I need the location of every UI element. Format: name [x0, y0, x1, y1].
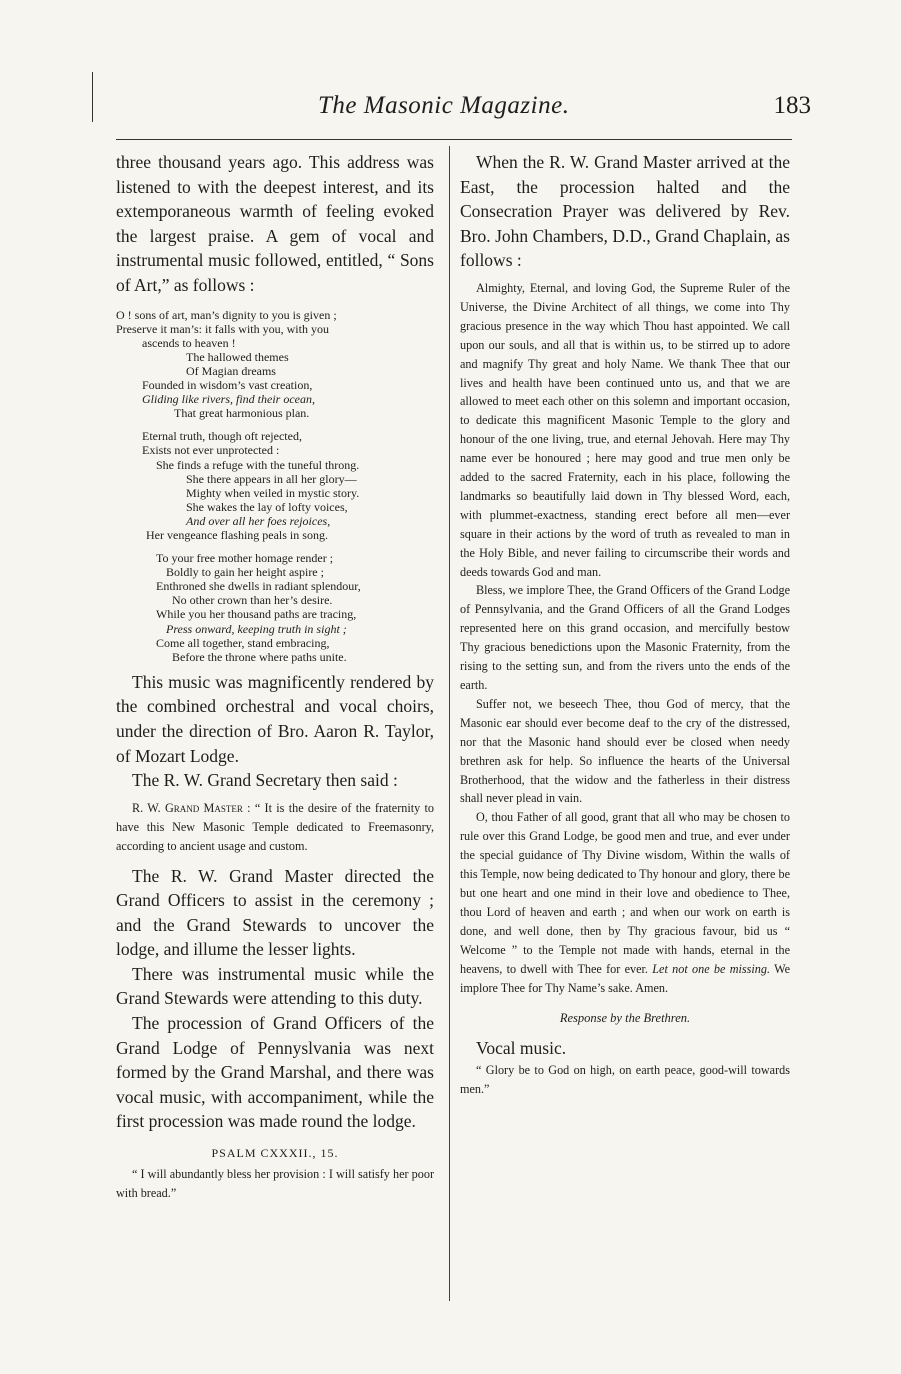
paragraph: Vocal music.	[476, 1038, 567, 1059]
prayer-text: We implore Thee for Thy Name’s sake. Amen.	[460, 961, 791, 995]
speech-text: “ It is the desire of the fraternity to have this New Masonic Temple dedicated to Freemasonry, according to ancient usage and custom.	[116, 800, 434, 853]
speaker-name: R. W. Grand Master :	[132, 800, 251, 815]
left-column	[116, 150, 434, 1203]
prayer-paragraph: Almighty, Eternal, and loving God, the Supreme Ruler of the Universe, the Divine Architect of all things, we come into Thy gracious presence in the way which Thou hast appointed. We call upon our souls, and all that is within us, to be stirred up to adore and magnify Thy great and holy Name. We thank Thee that our lives and health have been continued unto us, and that we are allowed to meet each other on this solemn and important occasion, to dedicate this magnificent Masonic Temple to the glory and honour of the one living, true, and eternal Jehovah. Here may Thy name ever be honoured ; here may good and true men only be added to the sacred Fraternity, each in his place, following the landmarks so beautifully laid down in Thy blessed Word, each, with plummet-exactness, standing erect before all men—ever square in their actions by the word of truth as revealed to man in the Holy Bible, and never failing to circumscribe their words and deeds towards God and man.	[460, 280, 790, 579]
paragraph: The R. W. Grand Secretary then said :	[132, 770, 398, 791]
psalm-text: “ I will abundantly bless her provision : I will satisfy her poor with bread.”	[116, 1167, 434, 1200]
page-number: 183	[773, 92, 811, 119]
prayer-paragraph: Bless, we implore Thee, the Grand Officers of the Grand Lodge of Pennsylvania, and the Grand Officers of all the Grand Lodges represented here on this grand occasion, and mercifully bestow Thy gracious benedictions upon the Masonic Fraternity, from the rising to the setting sun, and from the rivers unto the ends of the earth.	[460, 583, 790, 692]
running-header	[0, 92, 901, 132]
prayer-paragraph	[460, 808, 790, 997]
right-column	[460, 150, 790, 1099]
poem-line: She finds a refuge with the tuneful throng.	[156, 457, 360, 472]
column-divider	[449, 146, 450, 1301]
poem-line: Before the throne where paths unite.	[172, 649, 347, 664]
poem-line: The hallowed themes	[186, 349, 289, 364]
poem-line: Eternal truth, though oft rejected,	[142, 429, 302, 444]
poem-line: No other crown than her’s desire.	[172, 593, 333, 608]
paragraph: When the R. W. Grand Master arrived at the East, the procession halted and the Consecration Prayer was delivered by Rev. Bro. John Chambers, D.D., Grand Chaplain, as follows :	[460, 152, 790, 271]
poem-line: And over all her foes rejoices,	[186, 513, 331, 528]
poem-line: That great harmonious plan.	[174, 406, 310, 421]
poem-line: Boldly to gain her height aspire ;	[166, 565, 324, 580]
response-heading: Response by the Brethren.	[559, 1011, 691, 1026]
poem-line: Enthroned she dwells in radiant splendour,	[156, 579, 361, 594]
poem-line: Of Magian dreams	[186, 363, 276, 378]
journal-title: The Masonic Magazine.	[318, 92, 570, 119]
prayer-text-italic: Let not one be missing.	[647, 961, 770, 976]
paragraph: The R. W. Grand Master directed the Grand Officers to assist in the ceremony ; and the Grand Stewards to uncover the lodge, and illume the lesser lights.	[116, 865, 434, 960]
poem-line: Her vengeance flashing peals in song.	[146, 527, 328, 542]
poem-line: While you her thousand paths are tracing,	[156, 607, 357, 622]
paragraph: The procession of Grand Officers of the Grand Lodge of Pennyslvania was next formed by the Grand Marshal, and there was vocal music, with accompaniment, while the first procession was made round the lodge.	[116, 1013, 434, 1132]
poem-line: Founded in wisdom’s vast creation,	[142, 378, 313, 393]
paragraph: There was instrumental music while the Grand Stewards were attending to this duty.	[116, 963, 434, 1009]
poem-line: To your free mother homage render ;	[156, 551, 334, 566]
poem-line: She wakes the lay of lofty voices,	[186, 499, 348, 514]
paragraph: This music was magnificently rendered by the combined orchestral and vocal choirs, under the direction of Bro. Aaron R. Taylor, of Mozart Lodge.	[116, 671, 434, 766]
poem-line: O ! sons of art, man’s dignity to you is given ;	[116, 307, 337, 322]
header-rule	[116, 139, 792, 140]
poem-line: ascends to heaven !	[142, 335, 236, 350]
prayer-text: O, thou Father of all good, grant that all who may be chosen to rule over this Grand Lodge, be good men and true, and ever under the special guidance of Thy Divine wisdom, Within the walls of this Temple, now being dedicated to Thy honour and glory, there be but one heart and one mind in their love and obedience to Thee, thou Lord of heaven and earth ; and when our work on earth is done, and well done, then by Thy gracious favour, bid us “ Welcome ” to the Temple not made with hands, eternal in the heavens, to dwell with Thee for ever.	[460, 810, 790, 976]
poem-line: Gliding like rivers, find their ocean,	[142, 392, 315, 407]
poem-sons-of-art	[116, 308, 434, 664]
poem-line: Exists not ever unprotected :	[142, 443, 280, 458]
poem-line: Mighty when veiled in mystic story.	[186, 485, 360, 500]
paragraph: three thousand years ago. This address was listened to with the deepest interest, and its extemporaneous warmth of feeling evoked the largest praise. A gem of vocal and instrumental music followed, entitled, “ Sons of Art,” as follows :	[116, 152, 434, 295]
poem-line: Press onward, keeping truth in sight ;	[166, 621, 347, 636]
speech-paragraph	[116, 799, 434, 856]
poem-line: She there appears in all her glory—	[186, 471, 357, 486]
psalm-heading: PSALM CXXXII., 15.	[211, 1146, 339, 1161]
poem-line: Preserve it man’s: it falls with you, with you	[116, 321, 329, 336]
gloria-text: “ Glory be to God on high, on earth peace, good-will towards men.”	[460, 1063, 790, 1096]
poem-line: Come all together, stand embracing,	[156, 635, 330, 650]
prayer-paragraph: Suffer not, we beseech Thee, thou God of mercy, that the Masonic ear should ever become deaf to the cry of the distressed, nor that the Masonic hand should ever be closed when needy brethren ask for help. So influence the hearts of the Universal Brotherhood, that the widow and the fatherless in their distress shall never plead in vain.	[460, 696, 790, 806]
